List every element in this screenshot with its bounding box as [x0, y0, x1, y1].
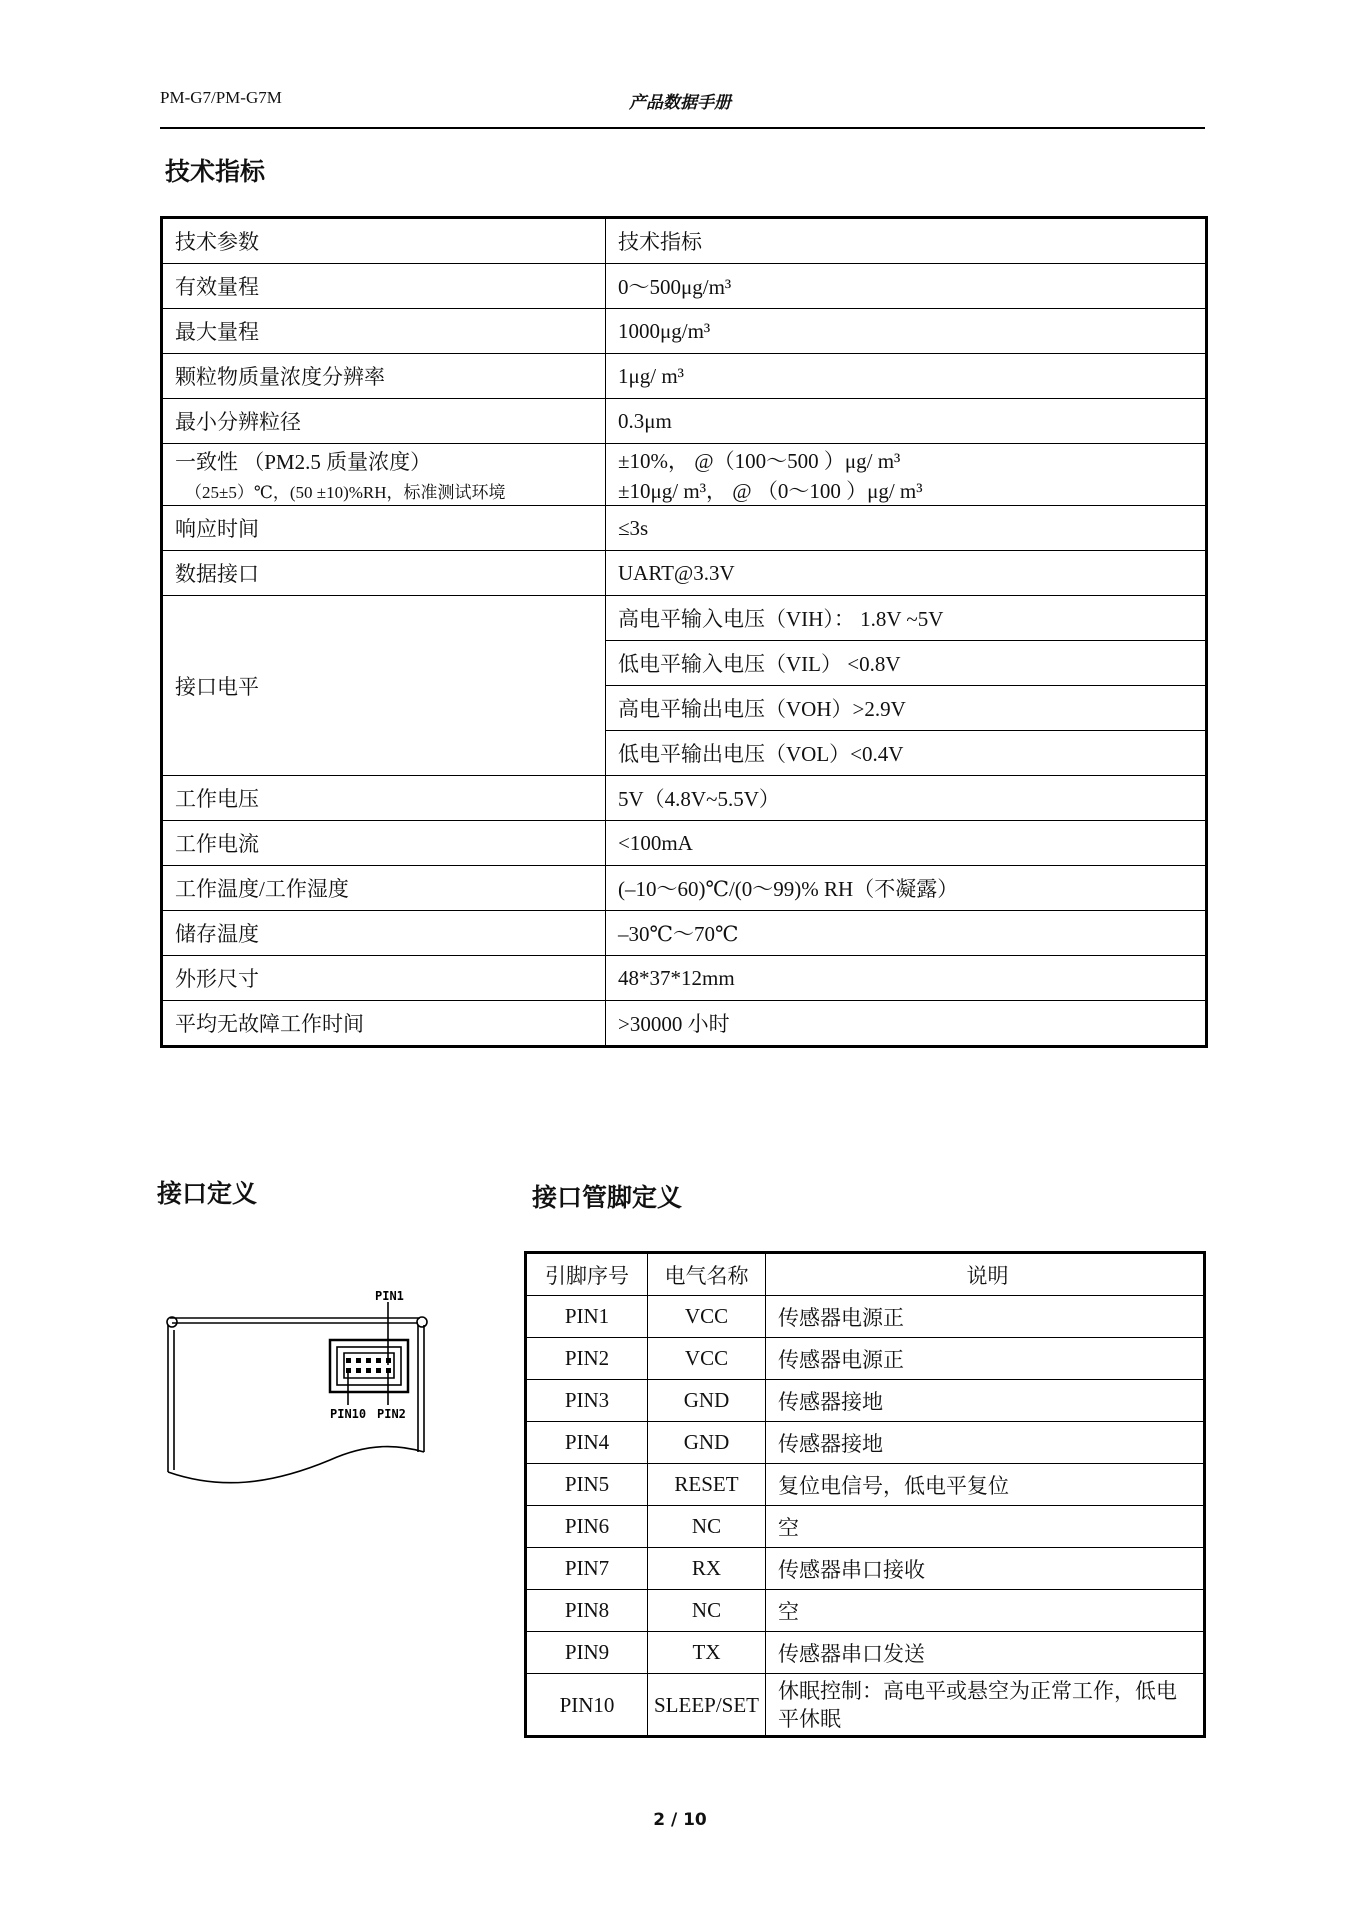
header-model: PM-G7/PM-G7M [160, 88, 282, 107]
header-divider [160, 127, 1205, 129]
spec-value: >30000 小时 [606, 1001, 1207, 1047]
pin-number: PIN3 [526, 1380, 648, 1422]
column-header: 技术参数 [162, 218, 606, 264]
column-header: 说明 [766, 1253, 1205, 1296]
spec-header-row [162, 218, 1207, 264]
spec-param: 有效量程 [162, 264, 606, 309]
spec-param: 平均无故障工作时间 [162, 1001, 606, 1047]
spec-value: UART@3.3V [606, 551, 1207, 596]
pin-description: 传感器串口发送 [766, 1632, 1205, 1674]
spec-param: 数据接口 [162, 551, 606, 596]
pin2-label: PIN2 [377, 1407, 406, 1421]
table-row [526, 1338, 1205, 1380]
pin-header-row [526, 1253, 1205, 1296]
table-row [526, 1548, 1205, 1590]
spec-value: (–10～60)℃/(0～99)% RH（不凝露） [606, 866, 1207, 911]
spec-value: 1000μg/m³ [606, 309, 1207, 354]
pin-number: PIN10 [526, 1674, 648, 1737]
spec-section-title: 技术指标 [165, 157, 266, 186]
table-row [162, 551, 1207, 596]
pin-signal: GND [648, 1380, 766, 1422]
table-row [162, 866, 1207, 911]
spec-param: 响应时间 [162, 506, 606, 551]
pin-signal: VCC [648, 1338, 766, 1380]
spec-param: 外形尺寸 [162, 956, 606, 1001]
pin-description: 传感器电源正 [766, 1296, 1205, 1338]
table-row [162, 1001, 1207, 1047]
pin-description: 空 [766, 1506, 1205, 1548]
pin-number: PIN5 [526, 1464, 648, 1506]
pin-number: PIN2 [526, 1338, 648, 1380]
spec-param: 颗粒物质量浓度分辨率 [162, 354, 606, 399]
spec-param: 储存温度 [162, 911, 606, 956]
pin-description: 复位电信号，低电平复位 [766, 1464, 1205, 1506]
table-row [162, 264, 1207, 309]
spec-value: 0～500μg/m³ [606, 264, 1207, 309]
pin-description: 空 [766, 1590, 1205, 1632]
spec-param-label: 一致性 （PM2.5 质量浓度） [175, 450, 432, 474]
spec-param: 接口电平 [162, 596, 606, 776]
table-row [526, 1674, 1205, 1737]
table-row [526, 1464, 1205, 1506]
pin-signal: NC [648, 1506, 766, 1548]
spec-value: 低电平输出电压（VOL）<0.4V [606, 731, 1207, 776]
spec-value: ≤3s [606, 506, 1207, 551]
spec-value: 低电平输入电压（VIL） <0.8V [606, 641, 1207, 686]
table-row [162, 911, 1207, 956]
spec-param: 工作电压 [162, 776, 606, 821]
table-row [162, 821, 1207, 866]
pin-signal: RESET [648, 1464, 766, 1506]
pin-table [524, 1251, 1206, 1738]
table-row [162, 596, 1207, 641]
table-row [162, 309, 1207, 354]
pin-number: PIN4 [526, 1422, 648, 1464]
spec-value-line: ±10μg/ m³， @ （0～100 ）μg/ m³ [618, 478, 923, 503]
pin-signal: SLEEP/SET [648, 1674, 766, 1737]
spec-value [606, 444, 1207, 506]
spec-value: 48*37*12mm [606, 956, 1207, 1001]
pin-description: 休眠控制：高电平或悬空为正常工作，低电平休眠 [766, 1674, 1205, 1737]
pin-number: PIN8 [526, 1590, 648, 1632]
table-row [526, 1590, 1205, 1632]
pin-description: 传感器接地 [766, 1380, 1205, 1422]
spec-value: 高电平输入电压（VIH）： 1.8V ~5V [606, 596, 1207, 641]
table-row [162, 776, 1207, 821]
spec-value-line: ±10%， @（100～500 ）μg/ m³ [618, 448, 901, 473]
table-row [162, 444, 1207, 506]
pin-number: PIN7 [526, 1548, 648, 1590]
table-row [526, 1380, 1205, 1422]
spec-param: 最小分辨粒径 [162, 399, 606, 444]
spec-param: 工作温度/工作湿度 [162, 866, 606, 911]
pin-number: PIN6 [526, 1506, 648, 1548]
column-header: 技术指标 [606, 218, 1207, 264]
spec-param: 工作电流 [162, 821, 606, 866]
pin-section-title: 接口管脚定义 [532, 1183, 683, 1212]
pin-signal: VCC [648, 1296, 766, 1338]
pin-signal: TX [648, 1632, 766, 1674]
spec-param: 最大量程 [162, 309, 606, 354]
pin-signal: RX [648, 1548, 766, 1590]
spec-value: <100mA [606, 821, 1207, 866]
table-row [526, 1506, 1205, 1548]
interface-section-title: 接口定义 [157, 1179, 258, 1208]
pin-description: 传感器串口接收 [766, 1548, 1205, 1590]
table-row [162, 956, 1207, 1001]
pin-signal: GND [648, 1422, 766, 1464]
spec-param [162, 444, 606, 506]
table-row [526, 1632, 1205, 1674]
table-row [526, 1422, 1205, 1464]
pin-number: PIN1 [526, 1296, 648, 1338]
spec-value: –30℃～70℃ [606, 911, 1207, 956]
table-row [162, 399, 1207, 444]
pin10-label: PIN10 [330, 1407, 367, 1421]
spec-param-note: （25±5）℃，(50 ±10)%RH，标准测试环境 [185, 483, 506, 502]
table-row [526, 1296, 1205, 1338]
header-doc-title: 产品数据手册 [629, 93, 731, 113]
spec-value: 1μg/ m³ [606, 354, 1207, 399]
connector-diagram [160, 1290, 440, 1495]
spec-value: 0.3μm [606, 399, 1207, 444]
pin-description: 传感器电源正 [766, 1338, 1205, 1380]
spec-table [160, 216, 1208, 1048]
pin-signal: NC [648, 1590, 766, 1632]
spec-value: 高电平输出电压（VOH）>2.9V [606, 686, 1207, 731]
page-number: 2 / 10 [653, 1810, 707, 1830]
column-header: 引脚序号 [526, 1253, 648, 1296]
column-header: 电气名称 [648, 1253, 766, 1296]
spec-value: 5V（4.8V~5.5V） [606, 776, 1207, 821]
pin-description: 传感器接地 [766, 1422, 1205, 1464]
pin1-label: PIN1 [375, 1290, 404, 1303]
table-row [162, 354, 1207, 399]
pin-number: PIN9 [526, 1632, 648, 1674]
table-row [162, 506, 1207, 551]
